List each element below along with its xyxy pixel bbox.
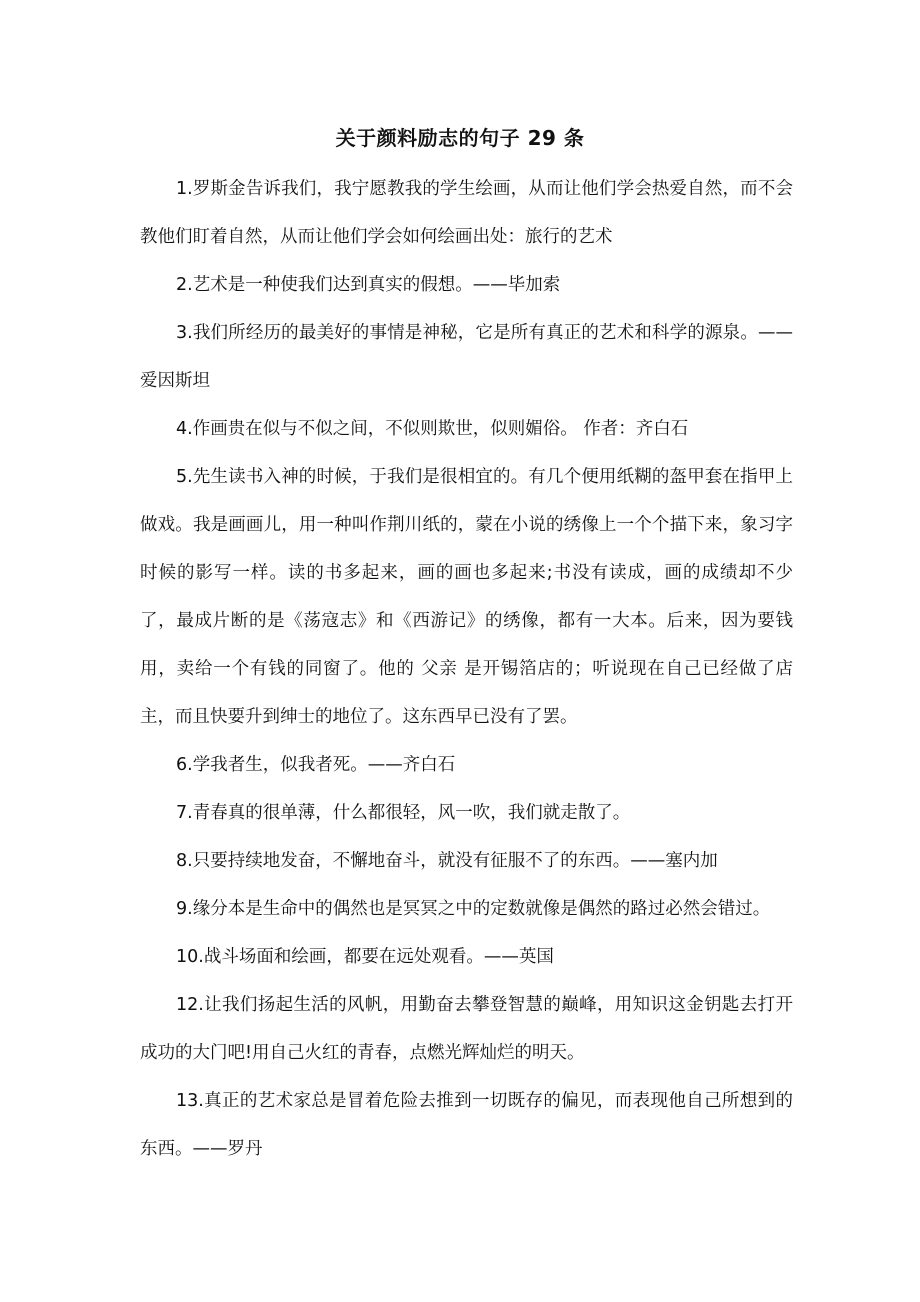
- document-body: [140, 165, 793, 1173]
- paragraph-13: 13.真正的艺术家总是冒着危险去推到一切既存的偏见，而表现他自己所想到的东西。——罗丹: [140, 1091, 793, 1159]
- paragraph-9: 9.缘分本是生命中的偶然也是冥冥之中的定数就像是偶然的路过必然会错过。: [176, 899, 771, 919]
- paragraph-4: 4.作画贵在似与不似之间，不似则欺世，似则媚俗。 作者：齐白石: [176, 419, 689, 439]
- paragraph-8: 8.只要持续地发奋，不懈地奋斗，就没有征服不了的东西。——塞内加: [176, 851, 718, 871]
- paragraph-7: 7.青春真的很单薄，什么都很轻，风一吹，我们就走散了。: [176, 803, 631, 823]
- document-title: 关于颜料励志的句子 29 条: [335, 126, 585, 150]
- paragraph-6: 6.学我者生，似我者死。——齐白石: [176, 755, 456, 775]
- paragraph-10: 10.战斗场面和绘画，都要在远处观看。——英国: [176, 947, 554, 967]
- paragraph-3: 3.我们所经历的最美好的事情是神秘，它是所有真正的艺术和科学的源泉。——爱因斯坦: [140, 323, 793, 391]
- paragraph-2: 2.艺术是一种使我们达到真实的假想。——毕加索: [176, 275, 561, 295]
- paragraph-12: 12.让我们扬起生活的风帆，用勤奋去攀登智慧的巅峰，用知识这金钥匙去打开成功的大门吧!用自己火红的青春，点燃光辉灿烂的明天。: [140, 995, 793, 1063]
- paragraph-1: 1.罗斯金告诉我们，我宁愿教我的学生绘画，从而让他们学会热爱自然，而不会教他们盯着自然，从而让他们学会如何绘画出处：旅行的艺术: [140, 179, 793, 247]
- paragraph-5: 5.先生读书入神的时候，于我们是很相宜的。有几个便用纸糊的盔甲套在指甲上做戏。我是画画儿，用一种叫作荆川纸的，蒙在小说的绣像上一个个描下来，象习字时候的影写一样。读的书多起来，画的画也多起来;书没有读成，画的成绩却不少了，最成片断的是《荡寇志》和《西游记》的绣像，都有一大本。后来，因为要钱用，卖给一个有钱的同窗了。他的 父亲 是开锡箔店的；听说现在自己已经做了店主，而且快要升到绅士的地位了。这东西早已没有了罢。: [140, 467, 793, 727]
